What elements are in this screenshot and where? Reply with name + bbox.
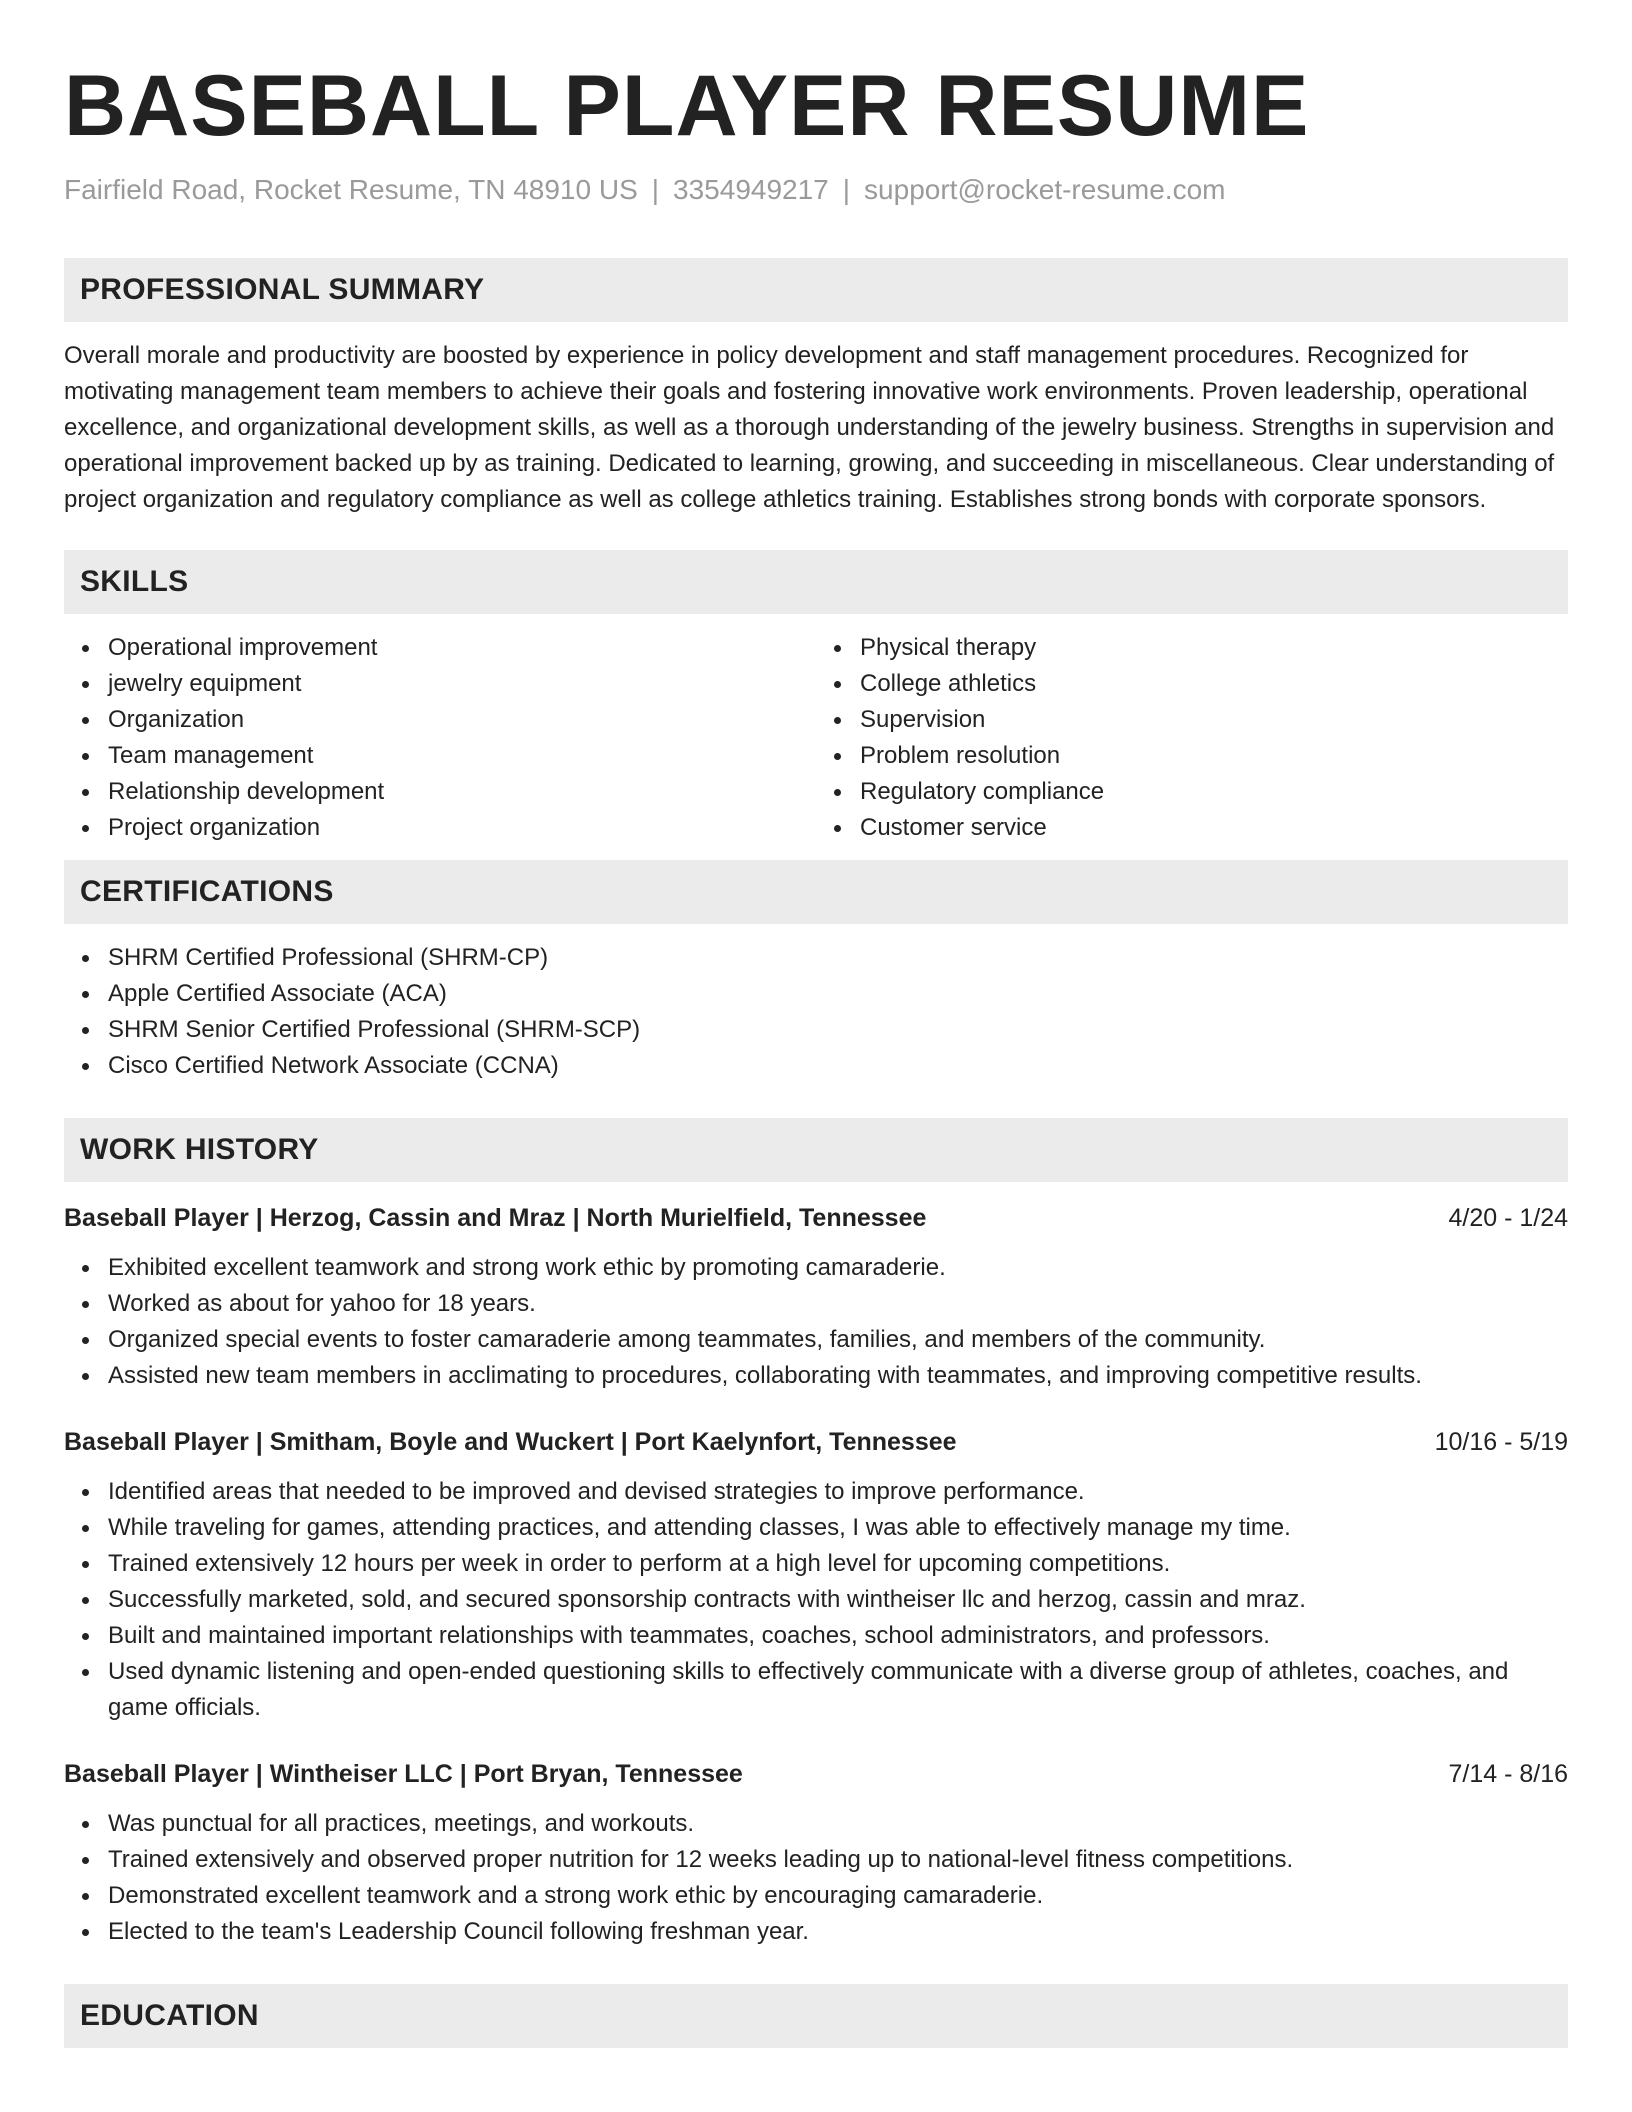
job-bullet: While traveling for games, attending practices, and attending classes, I was able to effectively manage my time. [108, 1510, 1568, 1546]
job-bullet: Demonstrated excellent teamwork and a strong work ethic by encouraging camaraderie. [108, 1878, 1568, 1914]
job-bullet: Used dynamic listening and open-ended questioning skills to effectively communicate with a diverse group of athletes, coaches, and game officials. [108, 1654, 1568, 1726]
job-header [64, 1424, 1568, 1460]
job-entry [64, 1200, 1568, 1394]
section-header-summary: PROFESSIONAL SUMMARY [64, 258, 1568, 322]
skills-column-left [64, 630, 816, 846]
skill-item: College athletics [860, 666, 1568, 702]
skill-item: Customer service [860, 810, 1568, 846]
job-entry [64, 1756, 1568, 1950]
skill-item: jewelry equipment [108, 666, 816, 702]
certification-item: Apple Certified Associate (ACA) [108, 976, 1568, 1012]
job-bullet: Worked as about for yahoo for 18 years. [108, 1286, 1568, 1322]
job-bullet-list [64, 1806, 1568, 1950]
job-bullet: Trained extensively 12 hours per week in order to perform at a high level for upcoming competitions. [108, 1546, 1568, 1582]
job-bullet: Elected to the team's Leadership Council following freshman year. [108, 1914, 1568, 1950]
job-dates: 10/16 - 5/19 [1434, 1428, 1568, 1456]
job-bullet: Exhibited excellent teamwork and strong work ethic by promoting camaraderie. [108, 1250, 1568, 1286]
skills-grid [64, 630, 1568, 846]
contact-phone: 3354949217 [673, 174, 829, 205]
job-title: Baseball Player | Smitham, Boyle and Wuckert | Port Kaelynfort, Tennessee [64, 1428, 957, 1456]
job-bullet: Identified areas that needed to be improved and devised strategies to improve performance. [108, 1474, 1568, 1510]
section-header-certifications: CERTIFICATIONS [64, 860, 1568, 924]
skills-column-right [816, 630, 1568, 846]
skill-item: Organization [108, 702, 816, 738]
resume-title: BASEBALL PLAYER RESUME [64, 58, 1310, 154]
job-header [64, 1756, 1568, 1792]
skill-item: Relationship development [108, 774, 816, 810]
job-header [64, 1200, 1568, 1236]
section-header-skills: SKILLS [64, 550, 1568, 614]
job-bullet-list [64, 1474, 1568, 1726]
job-bullet-list [64, 1250, 1568, 1394]
contact-line [64, 172, 1568, 208]
job-bullet: Assisted new team members in acclimating to procedures, collaborating with teammates, and improving competitive results. [108, 1358, 1568, 1394]
job-bullet: Trained extensively and observed proper nutrition for 12 weeks leading up to national-level fitness competitions. [108, 1842, 1568, 1878]
contact-separator: | [842, 174, 851, 205]
section-header-education: EDUCATION [64, 1984, 1568, 2048]
job-title: Baseball Player | Wintheiser LLC | Port Bryan, Tennessee [64, 1760, 743, 1788]
contact-separator: | [651, 174, 660, 205]
section-header-work-history: WORK HISTORY [64, 1118, 1568, 1182]
skill-item: Problem resolution [860, 738, 1568, 774]
summary-paragraph: Overall morale and productivity are boosted by experience in policy development and staff management procedures. Recognized for motivating management team members to achieve their goals and fostering innovative work environments. Proven leadership, operational excellence, and organizational development skills, as well as a thorough understanding of the jewelry business. Strengths in supervision and operational improvement backed up by as training. Dedicated to learning, growing, and succeeding in miscellaneous. Clear understanding of project organization and regulatory compliance as well as college athletics training. Establishes strong bonds with corporate sponsors. [64, 342, 1555, 513]
job-entry [64, 1424, 1568, 1726]
job-dates: 4/20 - 1/24 [1448, 1204, 1568, 1232]
certification-item: SHRM Senior Certified Professional (SHRM-SCP) [108, 1012, 1568, 1048]
job-bullet: Successfully marketed, sold, and secured sponsorship contracts with wintheiser llc and herzog, cassin and mraz. [108, 1582, 1568, 1618]
job-bullet: Built and maintained important relationships with teammates, coaches, school administrators, and professors. [108, 1618, 1568, 1654]
certification-item: Cisco Certified Network Associate (CCNA) [108, 1048, 1568, 1084]
skill-item: Supervision [860, 702, 1568, 738]
contact-email: support@rocket-resume.com [864, 174, 1226, 205]
skill-item: Operational improvement [108, 630, 816, 666]
skill-item: Project organization [108, 810, 816, 846]
certification-item: SHRM Certified Professional (SHRM-CP) [108, 940, 1568, 976]
certification-list [64, 940, 1568, 1084]
job-bullet: Was punctual for all practices, meetings, and workouts. [108, 1806, 1568, 1842]
contact-address: Fairfield Road, Rocket Resume, TN 48910 US [64, 174, 638, 205]
skill-item: Team management [108, 738, 816, 774]
job-bullet: Organized special events to foster camaraderie among teammates, families, and members of the community. [108, 1322, 1568, 1358]
job-title: Baseball Player | Herzog, Cassin and Mraz | North Murielfield, Tennessee [64, 1204, 927, 1232]
job-dates: 7/14 - 8/16 [1448, 1760, 1568, 1788]
skill-item: Physical therapy [860, 630, 1568, 666]
skill-item: Regulatory compliance [860, 774, 1568, 810]
